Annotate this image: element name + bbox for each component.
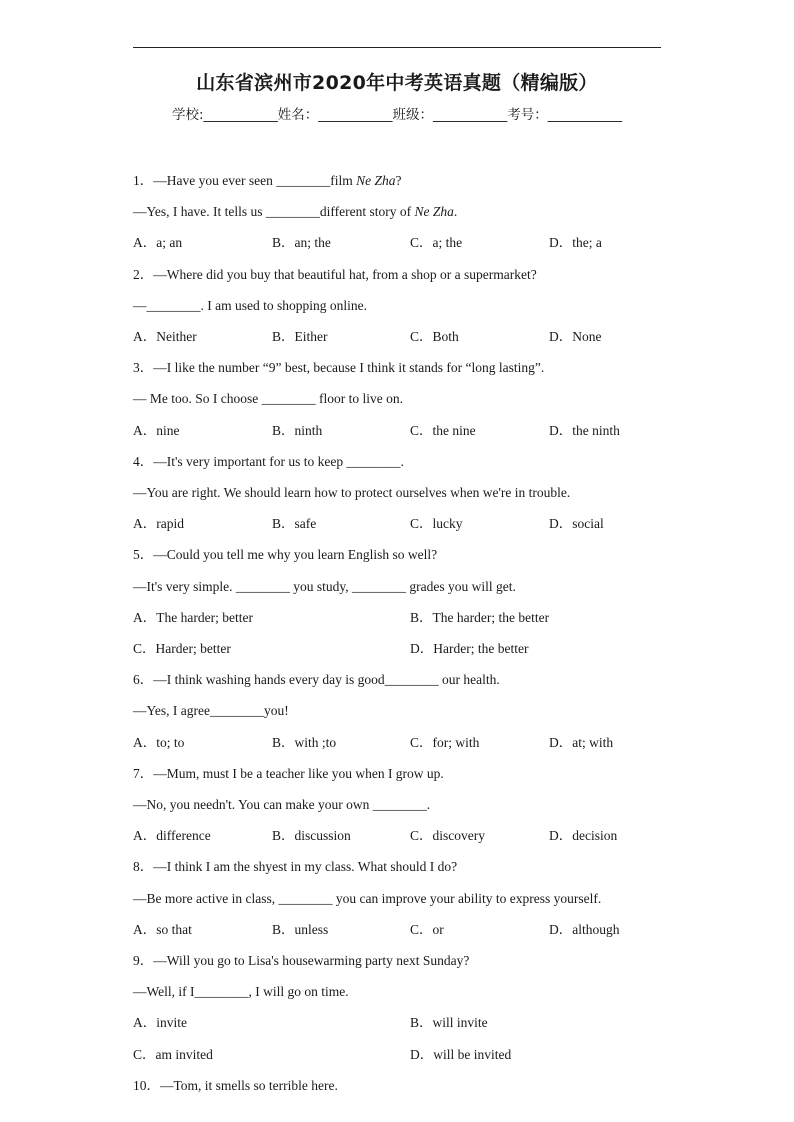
- page-title: 山东省滨州市2020年中考英语真题（精编版）: [196, 72, 598, 94]
- answer-option-c: C．or: [410, 922, 444, 937]
- answer-option-a: A．The harder; better: [133, 610, 253, 625]
- question-stem: [133, 266, 537, 284]
- question-stem: [133, 952, 469, 970]
- answer-option-c: C．am invited: [133, 1047, 213, 1062]
- question-text: 8．—I think I am the shyest in my class. What should I do?: [133, 859, 458, 874]
- question-text: .: [453, 204, 458, 219]
- answer-option-d: D．social: [549, 516, 604, 531]
- question-stem: [133, 671, 500, 689]
- answer-option-d: D．the; a: [549, 235, 602, 250]
- question-stem: [133, 1077, 338, 1095]
- answer-option-c: C．discovery: [410, 828, 485, 843]
- question-text: —Be more active in class, ________ you can improve your ability to express yourself.: [133, 891, 602, 906]
- answer-option-c: C．the nine: [410, 423, 476, 438]
- answer-option-c: C．for; with: [410, 735, 480, 750]
- answer-option-b: B．with ;to: [272, 735, 337, 750]
- answer-option-a: A．difference: [133, 828, 211, 843]
- question-text: —You are right. We should learn how to protect ourselves when we're in trouble.: [133, 485, 571, 500]
- question-stem: [133, 858, 457, 876]
- answer-option-d: D．the ninth: [549, 423, 620, 438]
- question-stem: [133, 359, 544, 377]
- question-response: [133, 890, 601, 908]
- italic-title-text: Ne Zha: [356, 173, 396, 188]
- answer-option-b: B．ninth: [272, 423, 323, 438]
- question-text: —________. I am used to shopping online.: [133, 298, 367, 313]
- question-text: —Yes, I have. It tells us ________different story of: [133, 204, 415, 219]
- question-response: [133, 702, 289, 720]
- question-text: —No, you needn't. You can make your own ________.: [133, 797, 431, 812]
- question-text: 7．—Mum, must I be a teacher like you when I grow up.: [133, 766, 444, 781]
- question-text: —It's very simple. ________ you study, ________ grades you will get.: [133, 579, 516, 594]
- question-text: 6．—I think washing hands every day is good________ our health.: [133, 672, 500, 687]
- question-text: —Well, if I________, I will go on time.: [133, 984, 349, 999]
- answer-option-a: A．nine: [133, 423, 180, 438]
- answer-option-a: A．rapid: [133, 516, 184, 531]
- answer-option-b: B．will invite: [410, 1015, 488, 1030]
- top-divider: [133, 47, 661, 48]
- question-text: ?: [395, 173, 402, 188]
- question-response: [133, 796, 430, 814]
- question-response: [133, 390, 403, 408]
- answer-option-c: C．Harder; better: [133, 641, 231, 656]
- answer-option-d: D．at; with: [549, 735, 614, 750]
- answer-option-b: B．unless: [272, 922, 329, 937]
- answer-option-a: A．invite: [133, 1015, 187, 1030]
- question-response: [133, 578, 516, 596]
- question-text: 9．—Will you go to Lisa's housewarming party next Sunday?: [133, 953, 470, 968]
- question-text: — Me too. So I choose ________ floor to live on.: [133, 391, 403, 406]
- answer-option-d: D．although: [549, 922, 620, 937]
- answer-option-d: D．decision: [549, 828, 618, 843]
- italic-title-text: Ne Zha: [414, 204, 454, 219]
- question-text: 1．—Have you ever seen ________film: [133, 173, 357, 188]
- answer-option-d: D．Harder; the better: [410, 641, 529, 656]
- question-response: [133, 203, 457, 221]
- answer-option-a: A．to; to: [133, 735, 185, 750]
- answer-option-b: B．discussion: [272, 828, 351, 843]
- answer-option-b: B．safe: [272, 516, 317, 531]
- student-info-line: 学校:___________姓名：___________班级：___________考号：___________: [171, 107, 623, 123]
- question-response: [133, 297, 367, 315]
- question-response: [133, 484, 570, 502]
- answer-option-d: D．None: [549, 329, 602, 344]
- question-stem: [133, 765, 444, 783]
- answer-option-b: B．Either: [272, 329, 328, 344]
- question-text: 4．—It's very important for us to keep ________.: [133, 454, 404, 469]
- question-text: 3．—I like the number “9” best, because I think it stands for “long lasting”.: [133, 360, 545, 375]
- answer-option-a: A．so that: [133, 922, 192, 937]
- answer-option-b: B．an; the: [272, 235, 331, 250]
- question-stem: [133, 546, 437, 564]
- answer-option-d: D．will be invited: [410, 1047, 512, 1062]
- answer-option-b: B．The harder; the better: [410, 610, 550, 625]
- answer-option-a: A．Neither: [133, 329, 197, 344]
- question-stem: [133, 453, 404, 471]
- question-stem: [133, 172, 401, 190]
- answer-option-c: C．Both: [410, 329, 459, 344]
- answer-option-c: C．lucky: [410, 516, 463, 531]
- question-text: 2．—Where did you buy that beautiful hat, from a shop or a supermarket?: [133, 267, 537, 282]
- question-response: [133, 983, 349, 1001]
- question-text: 10．—Tom, it smells so terrible here.: [133, 1078, 338, 1093]
- question-text: —Yes, I agree________you!: [133, 703, 289, 718]
- answer-option-a: A．a; an: [133, 235, 183, 250]
- answer-option-c: C．a; the: [410, 235, 463, 250]
- question-text: 5．—Could you tell me why you learn English so well?: [133, 547, 438, 562]
